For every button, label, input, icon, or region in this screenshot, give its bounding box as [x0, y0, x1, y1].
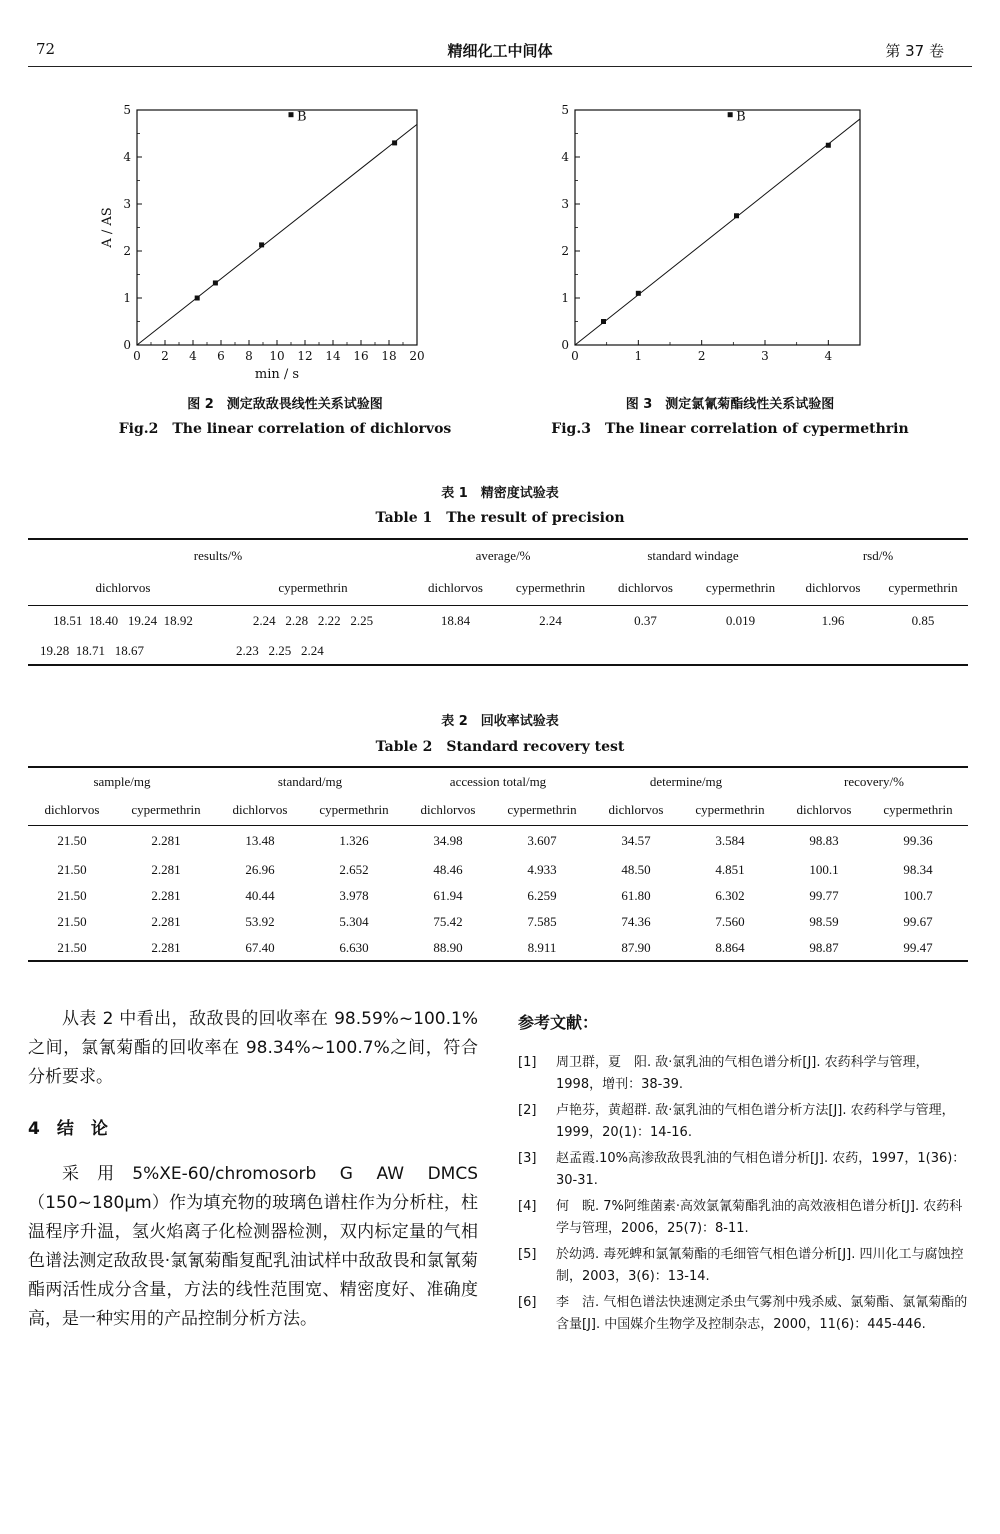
t2-cell: 7.560 [715, 914, 745, 929]
t2-cell: 13.48 [245, 833, 275, 849]
t2-cell: 98.34 [903, 862, 933, 877]
t2-cell: 1.326 [339, 833, 369, 849]
data-point [734, 213, 739, 218]
t2-cell: 40.44 [245, 888, 275, 903]
reference-item [518, 1196, 968, 1240]
body-paragraph-2 [28, 1160, 478, 1334]
page-number: 72 [36, 40, 56, 58]
reference-number: [3] [518, 1151, 537, 1166]
t2-cell: 3.607 [527, 833, 557, 849]
t2-group: standard/mg [277, 773, 343, 789]
reference-number: [6] [518, 1295, 537, 1310]
data-point [601, 319, 606, 324]
t1-cell: 0.85 [911, 613, 935, 629]
y-tick-label: 1 [561, 291, 569, 305]
t2-group: determine/mg [649, 773, 723, 789]
t2-sub: dichlorvos [44, 801, 100, 817]
t1-cell: 1.96 [821, 613, 845, 629]
reference-text: 於幼鸿. 毒死蜱和氯氰菊酯的毛细管气相色谱分析[J]. 四川化工与腐蚀控制，2003，3(6)：13-14. [556, 1247, 964, 1284]
reference-number: [5] [518, 1247, 537, 1262]
t2-cell: 98.83 [809, 833, 839, 849]
t2-cell: 2.281 [151, 888, 181, 903]
y-tick-label: 4 [561, 150, 569, 164]
x-axis-label: min / s [254, 367, 300, 382]
t2-sub: cypermethrin [319, 801, 389, 817]
t2-cell: 99.36 [903, 833, 933, 849]
t2-sub: dichlorvos [796, 801, 852, 817]
t1-sub: cypermethrin [515, 579, 586, 595]
x-tick-label: 0 [571, 349, 579, 363]
t2-group: recovery/% [844, 773, 904, 789]
data-point [213, 280, 218, 285]
figure-3-caption-cn: 图 3 测定氯氰菊酯线性关系试验图 [625, 397, 835, 412]
t2-cell: 100.7 [903, 888, 933, 903]
t2-cell: 21.50 [57, 888, 87, 903]
reference-text: 赵孟霞.10%高渗敌敌畏乳油的气相色谱分析[J]. 农药，1997，1(36)：30-31. [556, 1151, 966, 1188]
t2-group: accession total/mg [449, 773, 547, 789]
table-row [28, 825, 968, 857]
t2-cell: 74.36 [621, 914, 651, 929]
reference-item [518, 1148, 968, 1192]
data-point [636, 291, 641, 296]
t1-sub: cypermethrin [705, 579, 776, 595]
table-row [28, 935, 968, 961]
y-tick-label: 3 [561, 197, 569, 211]
t2-cell: 3.584 [715, 833, 745, 849]
t2-cell: 8.911 [527, 939, 557, 955]
chart-cypermethrin [545, 100, 875, 385]
t2-cell: 26.96 [245, 862, 275, 877]
t2-cell: 2.652 [339, 862, 369, 877]
table-2-caption-cn: 表 2 回收率试验表 [441, 714, 559, 729]
t2-cell: 2.281 [151, 939, 181, 955]
x-tick-label: 18 [381, 349, 397, 363]
x-tick-label: 2 [697, 349, 706, 363]
t2-cell: 6.302 [715, 888, 745, 903]
t2-sub: dichlorvos [608, 801, 664, 817]
reference-text: 周卫群，夏 阳. 敌·氯乳油的气相色谱分析[J]. 农药科学与管理，1998，增刊：38-39. [556, 1055, 929, 1092]
y-tick-label: 2 [561, 244, 569, 258]
fit-line [137, 124, 417, 345]
table-1-caption-en: Table 1 The result of precision [375, 510, 625, 526]
x-tick-label: 10 [269, 349, 285, 363]
t2-cell: 21.50 [57, 914, 87, 929]
data-point [392, 140, 397, 145]
conclusion-text: 采用5%XE-60/chromosorb G AW DMCS（150~180μm）作为填充物的玻璃色谱柱作为分析柱，柱温程序升温，氢火焰离子化检测器检测，双内标定量的气相色谱法测定敌敌畏·氯氰菊酯复配乳油试样中敌敌畏和氯氰菊酯两活性成分含量，方法的线性范围宽、精密度好、准确度高，是一种实用的产品控制分析方法。 [28, 1164, 478, 1329]
reference-item [518, 1100, 968, 1144]
t2-cell: 75.42 [433, 914, 463, 929]
t2-cell: 98.87 [809, 939, 839, 955]
t2-sub: dichlorvos [232, 801, 288, 817]
x-tick-label: 20 [409, 349, 425, 363]
t1-group-sw: standard windage [647, 547, 739, 563]
t2-cell: 8.864 [715, 939, 745, 955]
t2-cell: 48.46 [433, 862, 463, 877]
plot-frame [575, 110, 860, 345]
t2-cell: 3.978 [339, 888, 369, 903]
t1-sub: cypermethrin [888, 579, 958, 595]
t2-cell: 5.304 [339, 914, 369, 929]
t2-cell: 21.50 [57, 862, 87, 877]
x-tick-label: 16 [353, 349, 369, 363]
t1-cell: 2.24 2.28 2.22 2.25 [252, 613, 374, 629]
table-row [28, 857, 968, 883]
y-tick-label: 0 [123, 338, 131, 352]
reference-item [518, 1052, 968, 1096]
t2-cell: 7.585 [527, 914, 557, 929]
t1-cell: 0.37 [634, 613, 657, 629]
t2-cell: 100.1 [809, 862, 839, 877]
x-tick-label: 1 [634, 349, 643, 363]
t1-sub: dichlorvos [95, 579, 151, 595]
t1-group-average: average/% [475, 547, 531, 563]
data-point [259, 242, 264, 247]
data-point [195, 296, 200, 301]
figure-3-caption-en: Fig.3 The linear correlation of cypermethrin [551, 421, 909, 437]
t2-sub: cypermethrin [883, 801, 953, 817]
fit-line [575, 119, 860, 345]
t2-cell: 99.47 [903, 939, 933, 955]
t1-sub: cypermethrin [278, 579, 348, 595]
t2-cell: 4.933 [527, 862, 557, 877]
y-tick-label: 1 [123, 291, 131, 305]
reference-number: [4] [518, 1199, 537, 1214]
t2-cell: 2.281 [151, 862, 181, 877]
x-tick-label: 4 [189, 349, 197, 363]
outlier-point [728, 112, 733, 117]
t1-sub: dichlorvos [618, 579, 673, 595]
t1-group-results: results/% [193, 547, 243, 563]
reference-text: 何 睨. 7%阿维菌素·高效氯氰菊酯乳油的高效液相色谱分析[J]. 农药科学与管理，2006，25(7)：8-11. [556, 1199, 963, 1236]
reference-number: [1] [518, 1055, 537, 1070]
x-tick-label: 4 [824, 349, 833, 363]
t2-cell: 53.92 [245, 914, 275, 929]
table-recovery [28, 766, 968, 962]
t1-cell: 19.28 18.71 18.67 [40, 642, 144, 658]
outlier-label: B [736, 109, 746, 125]
reference-text: 李 洁. 气相色谱法快速测定杀虫气雾剂中残杀威、氯菊酯、氯氰菊酯的含量[J]. 中国媒介生物学及控制杂志，2000，11(6)：445-446. [556, 1295, 968, 1332]
t1-cell: 18.51 18.40 19.24 18.92 [53, 613, 193, 629]
references-title: 参考文献： [518, 1013, 599, 1032]
t2-cell: 61.80 [621, 888, 651, 903]
outlier-point [289, 112, 294, 117]
table-row [28, 883, 968, 909]
t2-cell: 21.50 [57, 833, 87, 849]
recovery-summary: 从表 2 中看出，敌敌畏的回收率在 98.59%~100.1%之间，氯氰菊酯的回收率在 98.34%~100.7%之间，符合分析要求。 [28, 1009, 478, 1087]
x-tick-label: 8 [245, 349, 253, 363]
chart-dichlorvos-svg [95, 100, 435, 385]
section-heading-conclusion: 4 结 论 [28, 1119, 108, 1139]
t2-cell: 34.57 [621, 833, 651, 849]
data-point [826, 143, 831, 148]
t2-cell: 88.90 [433, 939, 463, 955]
t2-cell: 48.50 [621, 862, 651, 877]
table-precision [28, 538, 968, 666]
t2-cell: 67.40 [245, 939, 275, 955]
y-tick-label: 5 [123, 103, 131, 117]
t1-group-rsd: rsd/% [862, 547, 894, 563]
figure-2-caption-cn: 图 2 测定敌敌畏线性关系试验图 [187, 397, 383, 412]
t1-cell: 18.84 [440, 613, 471, 629]
y-tick-label: 0 [561, 338, 569, 352]
volume-label: 第 37 卷 [885, 42, 944, 60]
x-tick-label: 0 [133, 349, 141, 363]
reference-item [518, 1244, 968, 1288]
reference-text: 卢艳芬，黄超群. 敌·氯乳油的气相色谱分析方法[J]. 农药科学与管理，1999，20(1)：14-16. [556, 1103, 955, 1140]
t1-cell: 2.23 2.25 2.24 [236, 642, 324, 658]
reference-item [518, 1292, 968, 1336]
x-tick-label: 6 [217, 349, 225, 363]
t2-cell: 4.851 [715, 862, 745, 877]
t2-cell: 87.90 [621, 939, 651, 955]
t2-cell: 98.59 [809, 914, 839, 929]
page-header [28, 36, 972, 67]
chart-cypermethrin-svg [545, 100, 875, 385]
t2-cell: 2.281 [151, 833, 181, 849]
x-tick-label: 3 [761, 349, 769, 363]
t2-sub: cypermethrin [131, 801, 201, 817]
t2-cell: 6.259 [527, 888, 557, 903]
y-axis-label: A / AS [100, 207, 115, 248]
t2-sub: cypermethrin [507, 801, 577, 817]
t2-sub: dichlorvos [420, 801, 476, 817]
y-tick-label: 5 [561, 103, 569, 117]
plot-frame [137, 110, 417, 345]
table-2-caption-en: Table 2 Standard recovery test [375, 739, 625, 755]
y-tick-label: 2 [123, 244, 131, 258]
x-tick-label: 12 [297, 349, 313, 363]
outlier-label: B [297, 109, 307, 125]
t2-cell: 34.98 [433, 833, 463, 849]
t2-cell: 21.50 [57, 939, 87, 955]
table-1-caption-cn: 表 1 精密度试验表 [441, 486, 559, 501]
y-tick-label: 4 [123, 150, 131, 164]
t2-group: sample/mg [93, 773, 151, 789]
chart-dichlorvos [95, 100, 435, 385]
x-tick-label: 14 [325, 349, 341, 363]
reference-number: [2] [518, 1103, 537, 1118]
figure-2-caption-en: Fig.2 The linear correlation of dichlorvos [118, 421, 452, 437]
t1-sub: dichlorvos [805, 579, 861, 595]
journal-title: 精细化工中间体 [447, 42, 553, 60]
body-paragraph-1 [28, 1005, 478, 1092]
y-tick-label: 3 [123, 197, 131, 211]
t2-cell: 99.67 [903, 914, 933, 929]
t1-sub: dichlorvos [428, 579, 483, 595]
t2-sub: cypermethrin [695, 801, 765, 817]
references-list [518, 1052, 968, 1340]
table-row [28, 909, 968, 935]
t2-cell: 2.281 [151, 914, 181, 929]
t1-cell: 0.019 [725, 613, 756, 629]
t2-cell: 99.77 [809, 888, 839, 903]
t1-cell: 2.24 [539, 613, 562, 629]
t2-cell: 6.630 [339, 939, 369, 955]
t2-cell: 61.94 [433, 888, 463, 903]
x-tick-label: 2 [161, 349, 169, 363]
